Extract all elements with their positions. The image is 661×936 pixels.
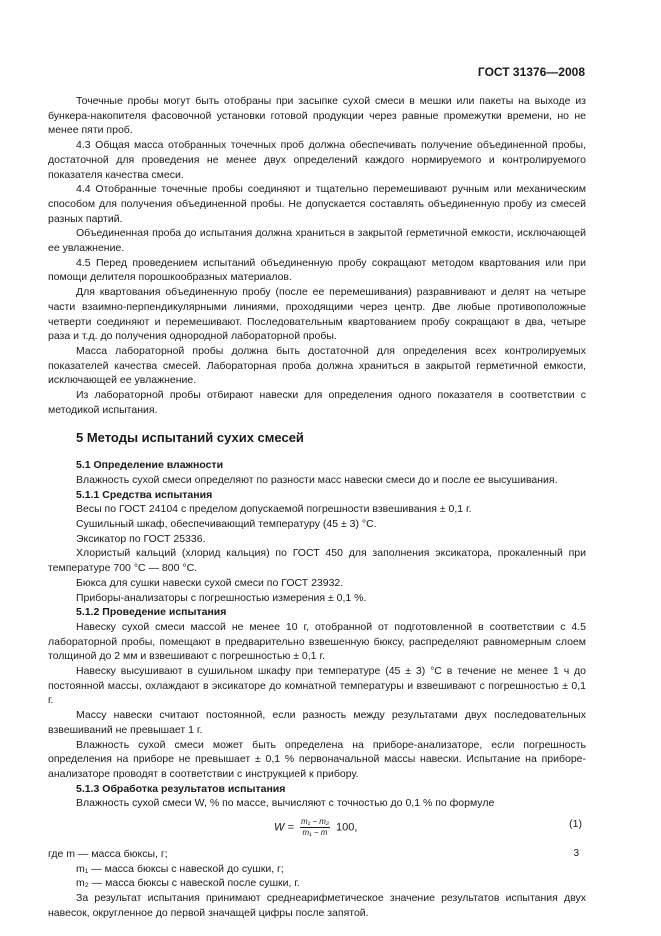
formula-rhs: 100, (336, 821, 358, 834)
formula (274, 817, 357, 838)
paragraph-4-3: 4.3 Общая масса отобранных точечных проб должна обеспечивать получение объединенной пробы, достаточной для проведения не менее двух определений каждого нормируемого и контролируемого показателя качества смеси. (48, 139, 586, 181)
paragraph: Из лабораторной пробы отбирают навески для определения одного показателя в соответствии с методикой испытания. (48, 389, 586, 416)
paragraph: Точечные пробы могут быть отобраны при засыпке сухой смеси в мешки или пакеты на выходе из бункера-накопителя фасовочной установки готовой продукции через равные промежутки времени, но не менее пяти проб. (48, 95, 586, 137)
paragraph: Массу навески считают постоянной, если разность между результатами двух последовательных взвешиваний не превышает 1 г. (48, 709, 586, 736)
paragraph: Масса лабораторной пробы должна быть достаточной для определения всех контролируемых показателей качества смесей. Лабораторная проба должна храниться в закрытой герметичной емкости, исключающей ее увлажнение. (48, 344, 586, 387)
subsection-heading: 5.1.3 Обработка результатов испытания (76, 782, 286, 795)
subsection-heading: 5.1.2 Проведение испытания (76, 606, 227, 619)
variable-definition: m₂ — масса бюксы с навеской после сушки, г. (76, 877, 300, 890)
paragraph: Навеску сухой смеси массой не менее 10 г, отобранной от подготовленной в соответствии с 4.5 лабораторной пробы, помещают в предварительно взвешенную бюксу, распределяют равномерным слоем толщиной до 2 мм и взвешивают с погрешностью ± 0,1 г. (48, 620, 586, 663)
subsection-heading: 5.1 Определение влажности (76, 459, 224, 472)
document-header: ГОСТ 31376—2008 (477, 65, 585, 79)
paragraph: Влажность сухой смеси W, % по массе, вычисляют с точностью до 0,1 % по формуле (76, 797, 495, 810)
subsection-heading: 5.1.1 Средства испытания (76, 488, 213, 501)
paragraph: Хлористый кальций (хлорид кальция) по ГОСТ 450 для заполнения эксикатора, прокаленный при температуре 700 °С — 800 °С. (48, 547, 586, 575)
paragraph: Навеску высушивают в сушильном шкафу при температуре (45 ± 3) °С в течение не менее 1 ч до постоянной массы, охлаждают в эксикаторе до комнатной температуры и взвешивают с погрешностью ± 0,1 г. (48, 665, 586, 707)
formula-fraction (300, 817, 330, 838)
paragraph-4-4: 4.4 Отобранные точечные пробы соединяют и тщательно перемешивают ручным или механическим способом для получения объединенной пробы. Не допускается составлять объединенную пробу из смесей разных партий. (48, 183, 586, 225)
paragraph: Влажность сухой смеси определяют по разности масс навески смеси до и после ее высушивания. (76, 473, 558, 486)
formula-denominator: m₁ − m (302, 828, 328, 838)
formula-lhs: W = (274, 821, 294, 834)
formula-number: (1) (569, 818, 582, 831)
document-body (48, 94, 586, 921)
paragraph: За результат испытания принимают среднеарифметическое значение результатов испытания двух навесок, округленное до первой значащей цифры после запятой. (48, 892, 586, 919)
formula-numerator: m₁ − m₂ (300, 817, 329, 827)
paragraph: Приборы-анализаторы с погрешностью измерения ± 0,1 %. (76, 591, 367, 604)
paragraph: Влажность сухой смеси может быть определена на приборе-анализаторе, если погрешность определения на приборе не превышает ± 0,1 % первоначальной массы навески. Испытание на приборе-анализаторе проводят в соответствии с инструкцией к прибору. (48, 738, 586, 780)
variable-definition: где m — масса бюксы, г; (48, 848, 168, 861)
page-number: 3 (573, 848, 579, 859)
paragraph: Эксикатор по ГОСТ 25336. (76, 532, 206, 545)
section-heading: 5 Методы испытаний сухих смесей (76, 430, 304, 446)
paragraph-4-5: 4.5 Перед проведением испытаний объединенную пробу сокращают методом квартования или при помощи делителя порошкообразных материалов. (48, 256, 586, 284)
variable-definition: m₁ — масса бюксы с навеской до сушки, г; (76, 862, 284, 875)
paragraph: Для квартования объединенную пробу (после ее перемешивания) разравнивают и делят на четыре части взаимно-перпендикулярными линиями, проходящими через центр. Две любые противоположные четверти соединяют и перемешивают. Последовательным квартованием пробу сокращают в два, четыре раза и т.д. до получения однородной лабораторной пробы. (48, 286, 586, 343)
paragraph: Весы по ГОСТ 24104 с пределом допускаемой погрешности взвешивания ± 0,1 г. (76, 503, 472, 516)
paragraph: Сушильный шкаф, обеспечивающий температуру (45 ± 3) °С. (76, 517, 377, 530)
paragraph: Объединенная проба до испытания должна храниться в закрытой герметичной емкости, исключающей ее увлажнение. (48, 227, 586, 255)
formula-block (48, 811, 586, 841)
paragraph: Бюкса для сушки навески сухой смеси по ГОСТ 23932. (76, 576, 344, 589)
